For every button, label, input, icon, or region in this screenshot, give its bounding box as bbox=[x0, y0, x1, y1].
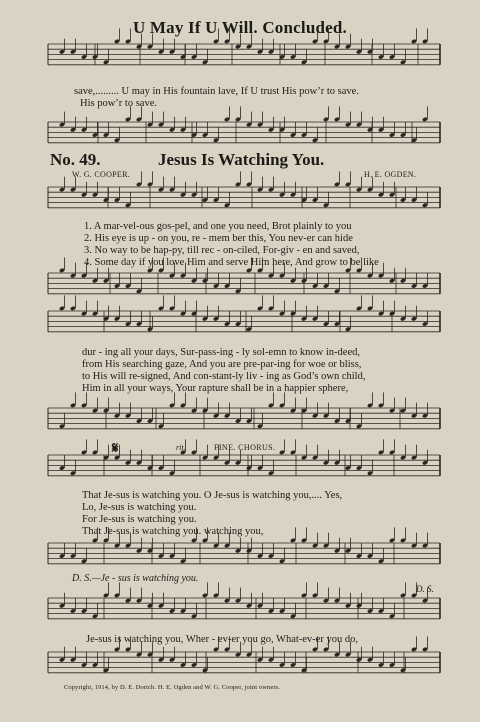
verse-line-3a: 3. No way to be hap-py, till rec - on-ciled, For-giv - en and saved, bbox=[84, 245, 360, 256]
ds-mark: D. S. bbox=[416, 584, 434, 594]
verse-line-1a: 1. A mar-vel-ous gos-pel, and one you need, Brot plainly to you bbox=[84, 221, 352, 232]
lyricist-credit: W. G. COOPER. bbox=[72, 170, 131, 179]
continued-song-title: U May If U Will. Concluded. bbox=[133, 18, 347, 37]
hymn-number: No. 49. bbox=[50, 150, 101, 169]
fine-chorus-mark: FINE. CHORUS. bbox=[214, 443, 276, 452]
segno-mark: 𝄋 bbox=[112, 441, 119, 457]
verse-line-1b: dur - ing all your days, Sur-pass-ing - ly sol-emn to know in-deed, bbox=[82, 347, 360, 358]
verse-line-2a: 2. His eye is up - on you, re - mem ber this, You nev-er can hide bbox=[84, 233, 353, 244]
verse-line-4b: Him in all your ways, Your rapture shall be in a happier sphere, bbox=[82, 383, 349, 394]
hymn-title: Jesus Is Watching You. bbox=[158, 150, 325, 169]
top-lyric-line-2: His pow’r to save. bbox=[80, 98, 157, 109]
verse-line-2b: from His searching gaze, And you are pre-par-ing for woe or bliss, bbox=[82, 359, 362, 370]
verse-line-4c: That Je-sus is watching you. watching you, bbox=[82, 526, 264, 537]
ds-lyric-line: D. S.—Je - sus is watching you. bbox=[72, 573, 199, 584]
rit-mark: rit. bbox=[176, 443, 186, 452]
composer-credit: H. E. OGDEN. bbox=[364, 170, 417, 179]
verse-line-3b: to His will re-signed, And con-stant-ly liv - ing as God’s own child, bbox=[82, 371, 366, 382]
chorus-lyric-line: Je-sus is watching you, Wher - ev-er you go, What-ev-er you do, bbox=[86, 634, 358, 645]
verse-line-2c: Lo, Je-sus is watching you. bbox=[82, 502, 197, 513]
top-lyric-line-1: save,......... U may in His fountain lave, If U trust His pow’r to save. bbox=[74, 86, 359, 97]
verse-line-3c: For Je-sus is watching you. bbox=[82, 514, 197, 525]
verse-line-4a: 4. Some day if you love Him and serve Him here, And grow to be like bbox=[84, 257, 379, 268]
copyright-notice: Copyright, 1914, by D. E. Dortch. H. E. Ogden and W. G. Cooper, joint owners. bbox=[64, 684, 280, 691]
verse-line-1c: That Je-sus is watching you. O Je-sus is watching you,.... Yes, bbox=[82, 490, 343, 501]
